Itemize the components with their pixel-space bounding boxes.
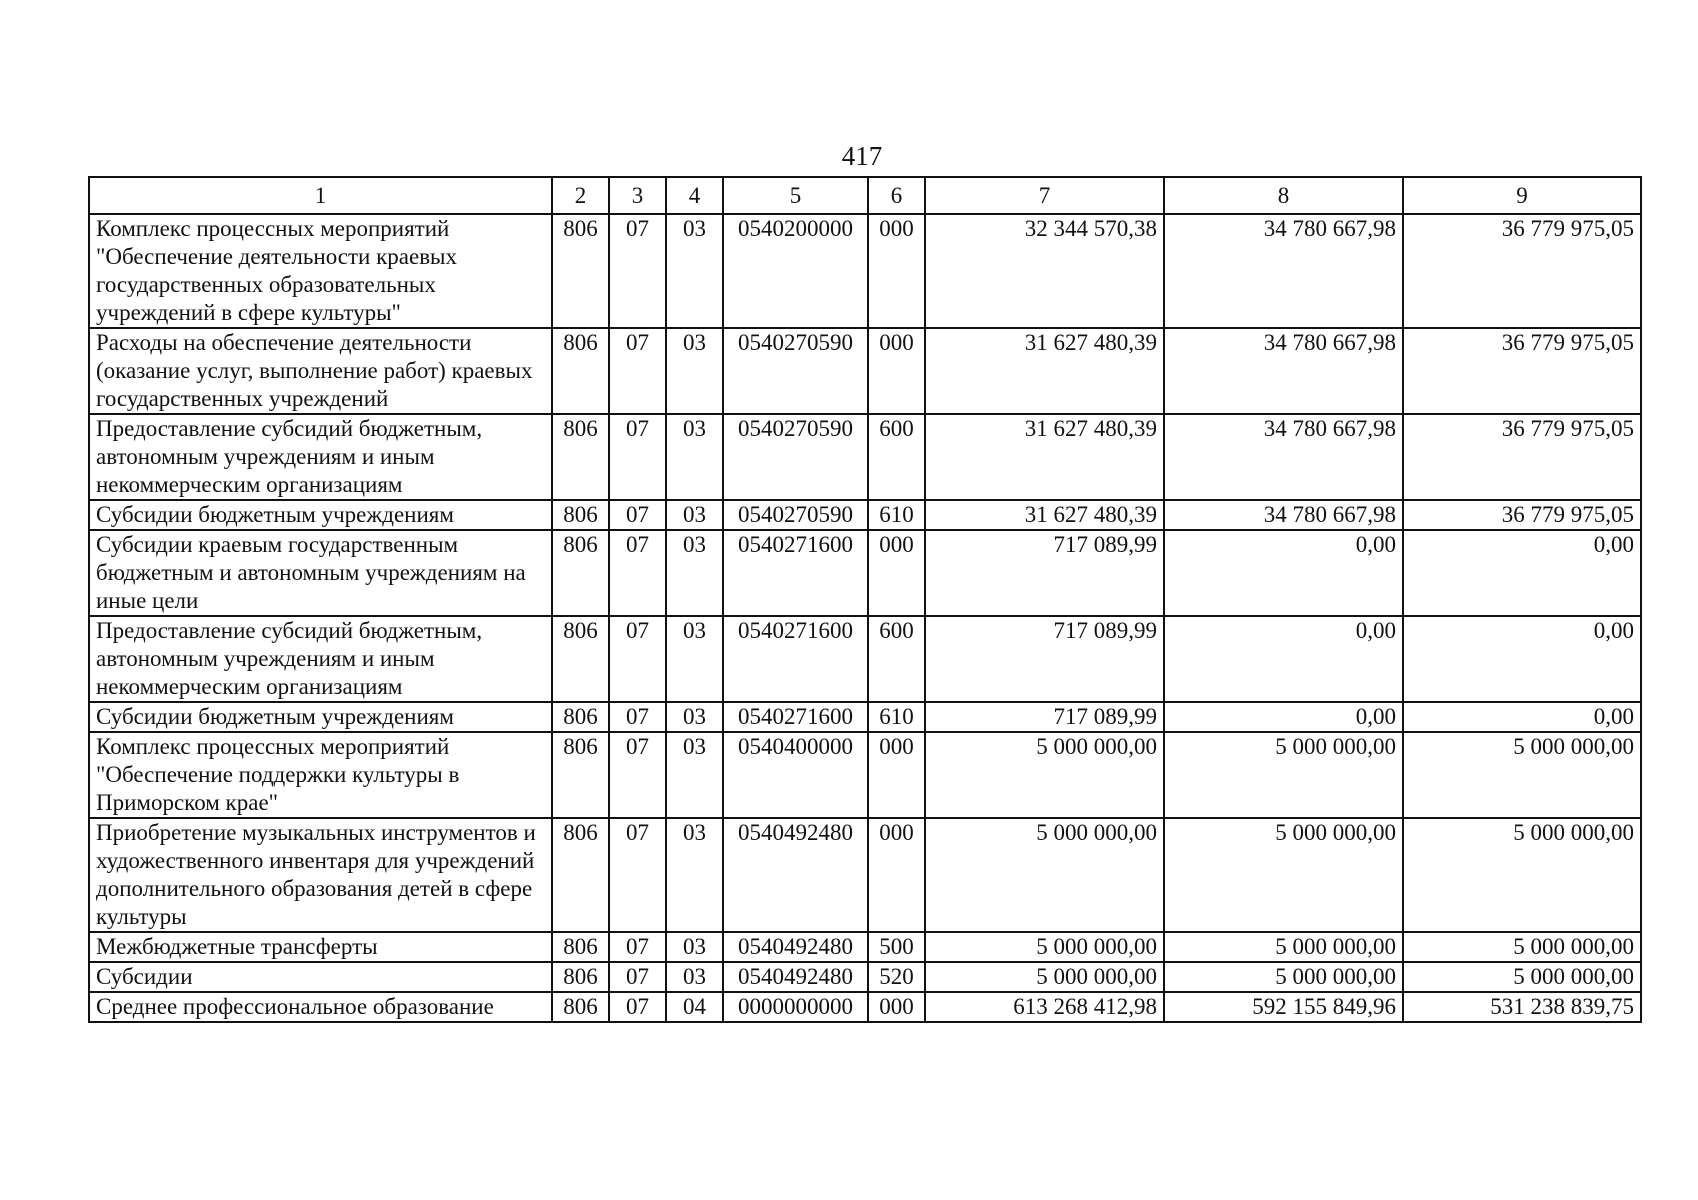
row-expense-type-cell: 600	[868, 414, 925, 500]
row-amount-col7-cell: 717 089,99	[925, 530, 1164, 616]
row-target-article-cell: 0540492480	[723, 962, 868, 992]
row-amount-col7-cell: 5 000 000,00	[925, 818, 1164, 932]
row-name-cell: Межбюджетные трансферты	[89, 932, 552, 962]
row-expense-type-cell: 000	[868, 530, 925, 616]
row-admin-code-cell: 806	[552, 962, 609, 992]
row-amount-col7-cell: 32 344 570,38	[925, 214, 1164, 328]
row-amount-col8-cell: 5 000 000,00	[1164, 818, 1403, 932]
row-name-cell: Субсидии бюджетным учреждениям	[89, 500, 552, 530]
row-amount-col7-cell: 717 089,99	[925, 702, 1164, 732]
column-number-row	[89, 177, 1641, 214]
header-cell-9: 9	[1403, 177, 1641, 214]
row-amount-col8-cell: 592 155 849,96	[1164, 992, 1403, 1022]
row-expense-type-cell: 610	[868, 702, 925, 732]
row-target-article-cell: 0540492480	[723, 932, 868, 962]
row-amount-col7-cell: 31 627 480,39	[925, 414, 1164, 500]
budget-table	[88, 176, 1642, 1023]
row-name-cell: Среднее профессиональное образование	[89, 992, 552, 1022]
row-expense-type-cell: 000	[868, 818, 925, 932]
row-subsection-cell: 03	[666, 932, 723, 962]
header-cell-2: 2	[552, 177, 609, 214]
row-amount-col7-cell: 613 268 412,98	[925, 992, 1164, 1022]
row-amount-col9-cell: 0,00	[1403, 530, 1641, 616]
page-number: 417	[841, 141, 883, 171]
row-amount-col7-cell: 5 000 000,00	[925, 932, 1164, 962]
row-section-cell: 07	[609, 530, 666, 616]
table-row	[89, 992, 1641, 1022]
header-cell-4: 4	[666, 177, 723, 214]
row-target-article-cell: 0540271600	[723, 530, 868, 616]
row-amount-col9-cell: 0,00	[1403, 616, 1641, 702]
header-cell-3: 3	[609, 177, 666, 214]
row-amount-col7-cell: 31 627 480,39	[925, 328, 1164, 414]
row-amount-col9-cell: 36 779 975,05	[1403, 500, 1641, 530]
table-row	[89, 932, 1641, 962]
header-cell-1: 1	[89, 177, 552, 214]
row-name-cell: Субсидии краевым государственным бюджетным и автономным учреждениям на иные цели	[89, 530, 552, 616]
header-cell-8: 8	[1164, 177, 1403, 214]
row-section-cell: 07	[609, 732, 666, 818]
header-cell-7: 7	[925, 177, 1164, 214]
row-amount-col9-cell: 5 000 000,00	[1403, 932, 1641, 962]
row-amount-col7-cell: 5 000 000,00	[925, 962, 1164, 992]
row-expense-type-cell: 000	[868, 732, 925, 818]
header-cell-5: 5	[723, 177, 868, 214]
row-section-cell: 07	[609, 214, 666, 328]
table-row	[89, 500, 1641, 530]
table-row	[89, 702, 1641, 732]
row-admin-code-cell: 806	[552, 500, 609, 530]
row-amount-col9-cell: 5 000 000,00	[1403, 962, 1641, 992]
row-amount-col8-cell: 0,00	[1164, 530, 1403, 616]
row-target-article-cell: 0540271600	[723, 702, 868, 732]
row-section-cell: 07	[609, 702, 666, 732]
row-section-cell: 07	[609, 818, 666, 932]
table-row	[89, 214, 1641, 328]
row-expense-type-cell: 000	[868, 328, 925, 414]
row-section-cell: 07	[609, 932, 666, 962]
row-section-cell: 07	[609, 414, 666, 500]
row-name-cell: Комплекс процессных мероприятий "Обеспечение поддержки культуры в Приморском крае"	[89, 732, 552, 818]
row-amount-col8-cell: 0,00	[1164, 702, 1403, 732]
row-name-cell: Субсидии	[89, 962, 552, 992]
row-amount-col8-cell: 34 780 667,98	[1164, 500, 1403, 530]
row-subsection-cell: 03	[666, 732, 723, 818]
row-amount-col8-cell: 34 780 667,98	[1164, 214, 1403, 328]
row-name-cell: Комплекс процессных мероприятий "Обеспечение деятельности краевых государственных образовательных учреждений в сфере культуры"	[89, 214, 552, 328]
table-row	[89, 616, 1641, 702]
table-row	[89, 732, 1641, 818]
row-target-article-cell: 0540271600	[723, 616, 868, 702]
table-row	[89, 818, 1641, 932]
row-amount-col9-cell: 0,00	[1403, 702, 1641, 732]
row-amount-col7-cell: 31 627 480,39	[925, 500, 1164, 530]
row-target-article-cell: 0540400000	[723, 732, 868, 818]
row-amount-col8-cell: 5 000 000,00	[1164, 962, 1403, 992]
row-amount-col9-cell: 5 000 000,00	[1403, 732, 1641, 818]
row-amount-col9-cell: 36 779 975,05	[1403, 414, 1641, 500]
row-subsection-cell: 04	[666, 992, 723, 1022]
table-body	[89, 177, 1641, 1022]
row-amount-col7-cell: 5 000 000,00	[925, 732, 1164, 818]
row-subsection-cell: 03	[666, 530, 723, 616]
row-amount-col9-cell: 36 779 975,05	[1403, 328, 1641, 414]
row-name-cell: Субсидии бюджетным учреждениям	[89, 702, 552, 732]
table-row	[89, 962, 1641, 992]
row-subsection-cell: 03	[666, 500, 723, 530]
row-section-cell: 07	[609, 992, 666, 1022]
row-amount-col8-cell: 34 780 667,98	[1164, 328, 1403, 414]
row-amount-col9-cell: 531 238 839,75	[1403, 992, 1641, 1022]
row-admin-code-cell: 806	[552, 702, 609, 732]
row-section-cell: 07	[609, 328, 666, 414]
row-target-article-cell: 0540200000	[723, 214, 868, 328]
row-expense-type-cell: 000	[868, 992, 925, 1022]
row-target-article-cell: 0540270590	[723, 328, 868, 414]
row-subsection-cell: 03	[666, 702, 723, 732]
row-admin-code-cell: 806	[552, 616, 609, 702]
row-expense-type-cell: 000	[868, 214, 925, 328]
row-admin-code-cell: 806	[552, 214, 609, 328]
row-admin-code-cell: 806	[552, 414, 609, 500]
row-subsection-cell: 03	[666, 414, 723, 500]
row-section-cell: 07	[609, 616, 666, 702]
row-section-cell: 07	[609, 962, 666, 992]
row-target-article-cell: 0540270590	[723, 500, 868, 530]
row-subsection-cell: 03	[666, 962, 723, 992]
row-admin-code-cell: 806	[552, 328, 609, 414]
row-name-cell: Приобретение музыкальных инструментов и художественного инвентаря для учреждений дополнительного образования детей в сфере культуры	[89, 818, 552, 932]
row-amount-col9-cell: 36 779 975,05	[1403, 214, 1641, 328]
row-subsection-cell: 03	[666, 328, 723, 414]
row-subsection-cell: 03	[666, 818, 723, 932]
row-amount-col8-cell: 34 780 667,98	[1164, 414, 1403, 500]
row-section-cell: 07	[609, 500, 666, 530]
row-amount-col8-cell: 0,00	[1164, 616, 1403, 702]
row-target-article-cell: 0000000000	[723, 992, 868, 1022]
table-row	[89, 328, 1641, 414]
row-subsection-cell: 03	[666, 214, 723, 328]
row-amount-col7-cell: 717 089,99	[925, 616, 1164, 702]
row-subsection-cell: 03	[666, 616, 723, 702]
row-target-article-cell: 0540270590	[723, 414, 868, 500]
row-admin-code-cell: 806	[552, 530, 609, 616]
row-target-article-cell: 0540492480	[723, 818, 868, 932]
row-admin-code-cell: 806	[552, 992, 609, 1022]
row-amount-col9-cell: 5 000 000,00	[1403, 818, 1641, 932]
row-expense-type-cell: 610	[868, 500, 925, 530]
header-cell-6: 6	[868, 177, 925, 214]
row-amount-col8-cell: 5 000 000,00	[1164, 932, 1403, 962]
row-expense-type-cell: 600	[868, 616, 925, 702]
row-name-cell: Предоставление субсидий бюджетным, автономным учреждениям и иным некоммерческим организациям	[89, 616, 552, 702]
row-name-cell: Предоставление субсидий бюджетным, автономным учреждениям и иным некоммерческим организациям	[89, 414, 552, 500]
row-name-cell: Расходы на обеспечение деятельности (оказание услуг, выполнение работ) краевых государственных учреждений	[89, 328, 552, 414]
row-admin-code-cell: 806	[552, 732, 609, 818]
row-admin-code-cell: 806	[552, 818, 609, 932]
row-expense-type-cell: 520	[868, 962, 925, 992]
table-row	[89, 530, 1641, 616]
row-admin-code-cell: 806	[552, 932, 609, 962]
row-expense-type-cell: 500	[868, 932, 925, 962]
row-amount-col8-cell: 5 000 000,00	[1164, 732, 1403, 818]
table-row	[89, 414, 1641, 500]
